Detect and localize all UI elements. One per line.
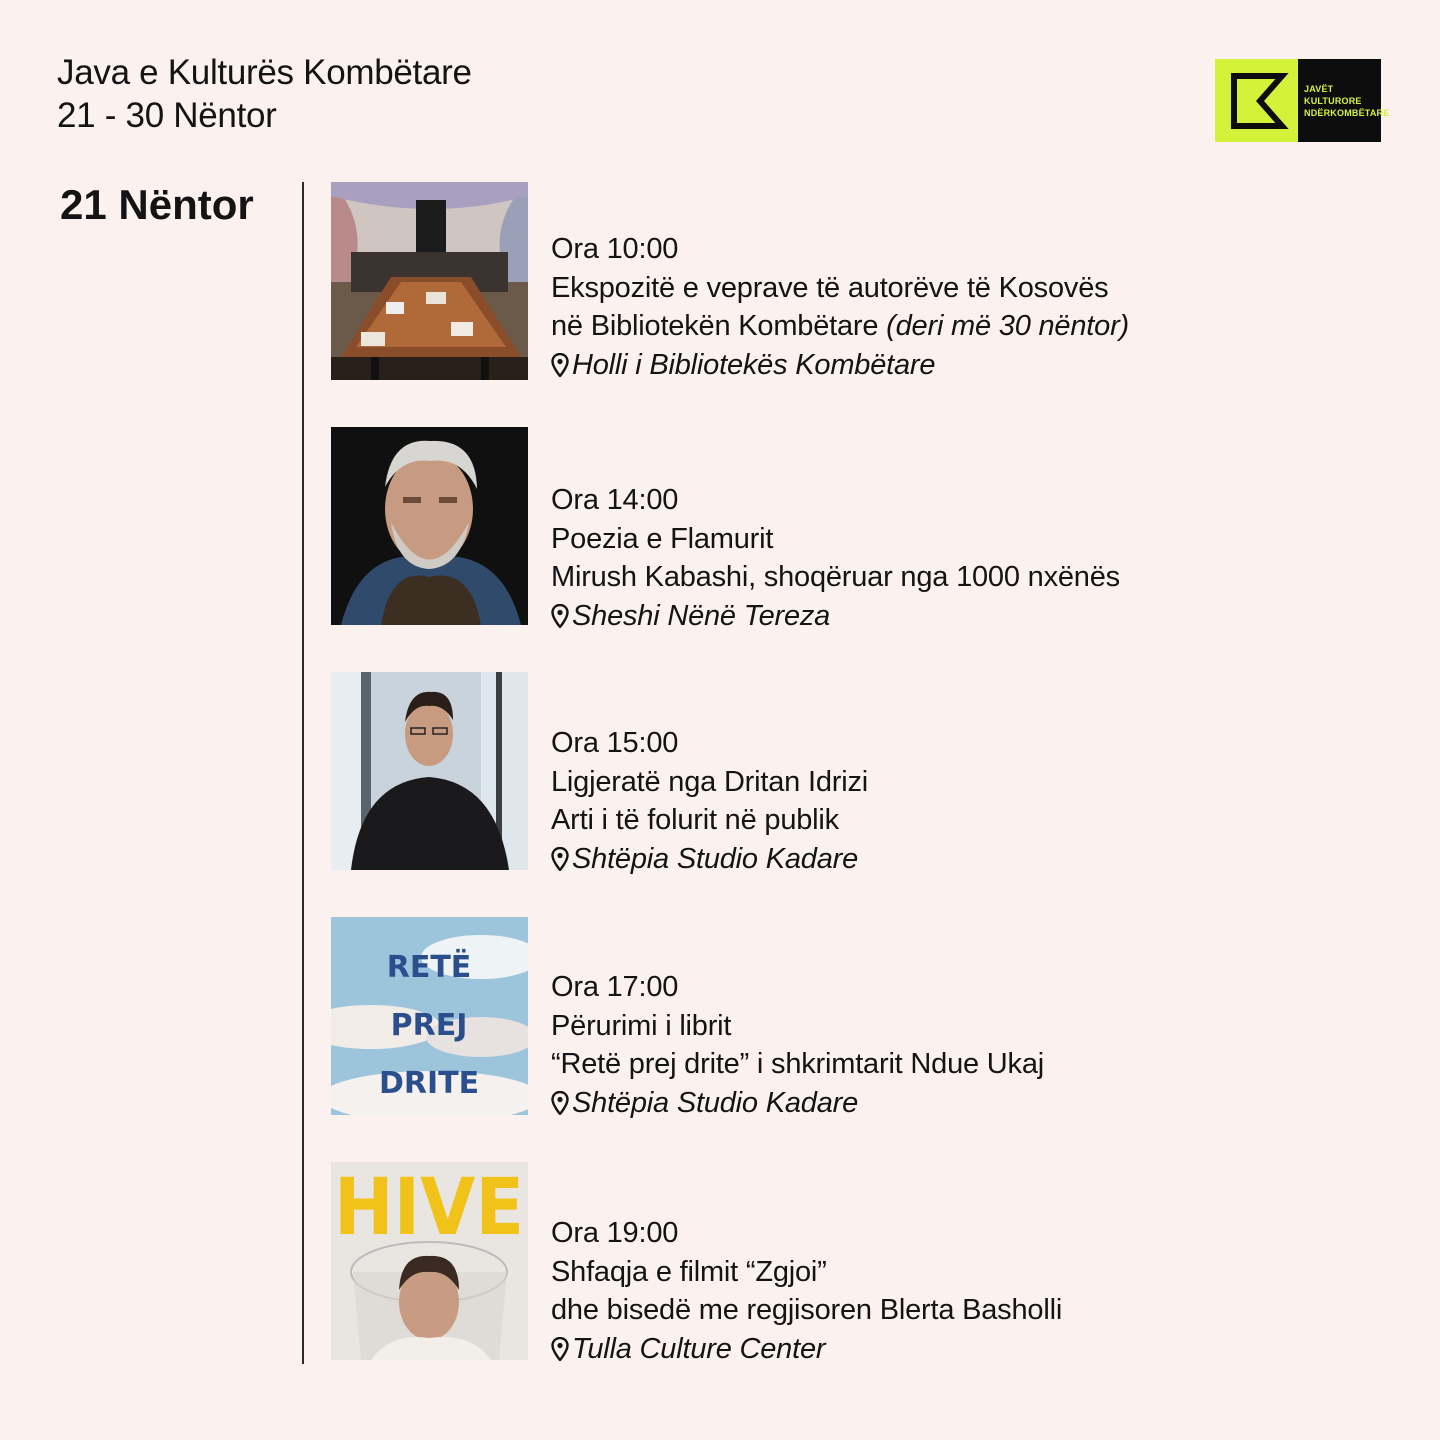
location-pin-icon — [551, 353, 569, 377]
location-pin-icon — [551, 604, 569, 628]
event-location — [551, 1330, 1062, 1369]
event-location — [551, 346, 1129, 385]
event-location-text: Shtëpia Studio Kadare — [572, 842, 859, 875]
event-subtitle: “Retë prej drite” i shkrimtarit Ndue Ukaj — [551, 1048, 1044, 1080]
logo-line-3: NDËRKOMBËTARE — [1304, 107, 1390, 118]
logo-line-1: JAVËT — [1304, 83, 1334, 94]
event-subtitle — [551, 307, 1129, 346]
event-item — [331, 672, 1331, 875]
event-title: Ligjeratë nga Dritan Idrizi — [551, 765, 868, 798]
poster-title: HIVE — [334, 1163, 524, 1253]
event-subtitle: dhe bisedë me regjisoren Blerta Basholli — [551, 1294, 1063, 1326]
event-title: Përurimi i librit — [551, 1009, 732, 1042]
event-location-text: Holli i Bibliotekës Kombëtare — [572, 348, 936, 381]
day-heading: 21 Nëntor — [60, 181, 254, 228]
event-details — [551, 1214, 1062, 1368]
location-pin-icon — [551, 847, 569, 871]
event-title: Ekspozitë e veprave të autorëve të Kosovës — [551, 271, 1109, 304]
location-pin-icon — [551, 1337, 569, 1361]
event-time: Ora 19:00 — [551, 1217, 679, 1249]
event-image-portrait-speaker — [331, 672, 528, 870]
event-time: Ora 14:00 — [551, 484, 679, 516]
date-range: 21 - 30 Nëntor — [57, 96, 277, 135]
event-title: Shfaqja e filmit “Zgjoi” — [551, 1255, 827, 1288]
cover-word-2: PREJ — [390, 1008, 468, 1043]
event-item — [331, 917, 1331, 1119]
location-pin-icon — [551, 1091, 569, 1115]
event-time: Ora 10:00 — [551, 233, 679, 265]
event-details — [551, 230, 1129, 384]
event-location — [551, 840, 868, 879]
event-item — [331, 182, 1331, 380]
logo-text — [1298, 59, 1390, 142]
event-title: Poezia e Flamurit — [551, 522, 774, 555]
event-note: (deri më 30 nëntor) — [886, 310, 1129, 342]
event-details — [551, 724, 868, 878]
event-image-portrait-man — [331, 427, 528, 625]
event-time: Ora 17:00 — [551, 971, 679, 1003]
event-image-film-poster — [331, 1162, 528, 1360]
event-subtitle-text: në Bibliotekën Kombëtare — [551, 310, 879, 342]
event-location — [551, 597, 1120, 636]
event-subtitle: Arti i të folurit në publik — [551, 804, 839, 836]
event-details — [551, 481, 1120, 635]
cover-word-3: DRITE — [378, 1066, 480, 1101]
event-subtitle: Mirush Kabashi, shoqëruar nga 1000 nxënës — [551, 561, 1120, 593]
event-item — [331, 427, 1331, 632]
event-image-library-exhibition — [331, 182, 528, 380]
event-time: Ora 15:00 — [551, 727, 679, 759]
event-item — [331, 1162, 1331, 1365]
event-location-text: Shtëpia Studio Kadare — [572, 1086, 859, 1119]
timeline-divider — [302, 182, 304, 1364]
logo-k-icon — [1215, 59, 1298, 142]
event-location-text: Sheshi Nënë Tereza — [572, 599, 831, 632]
event-image-book-cover — [331, 917, 528, 1115]
logo-line-2: KULTURORE — [1304, 95, 1362, 106]
event-details — [551, 968, 1044, 1122]
event-location-text: Tulla Culture Center — [572, 1332, 826, 1365]
cover-word-1: RETË — [386, 950, 472, 985]
page-title: Java e Kulturës Kombëtare — [57, 53, 472, 92]
logo — [1215, 59, 1390, 142]
event-location — [551, 1084, 1044, 1123]
